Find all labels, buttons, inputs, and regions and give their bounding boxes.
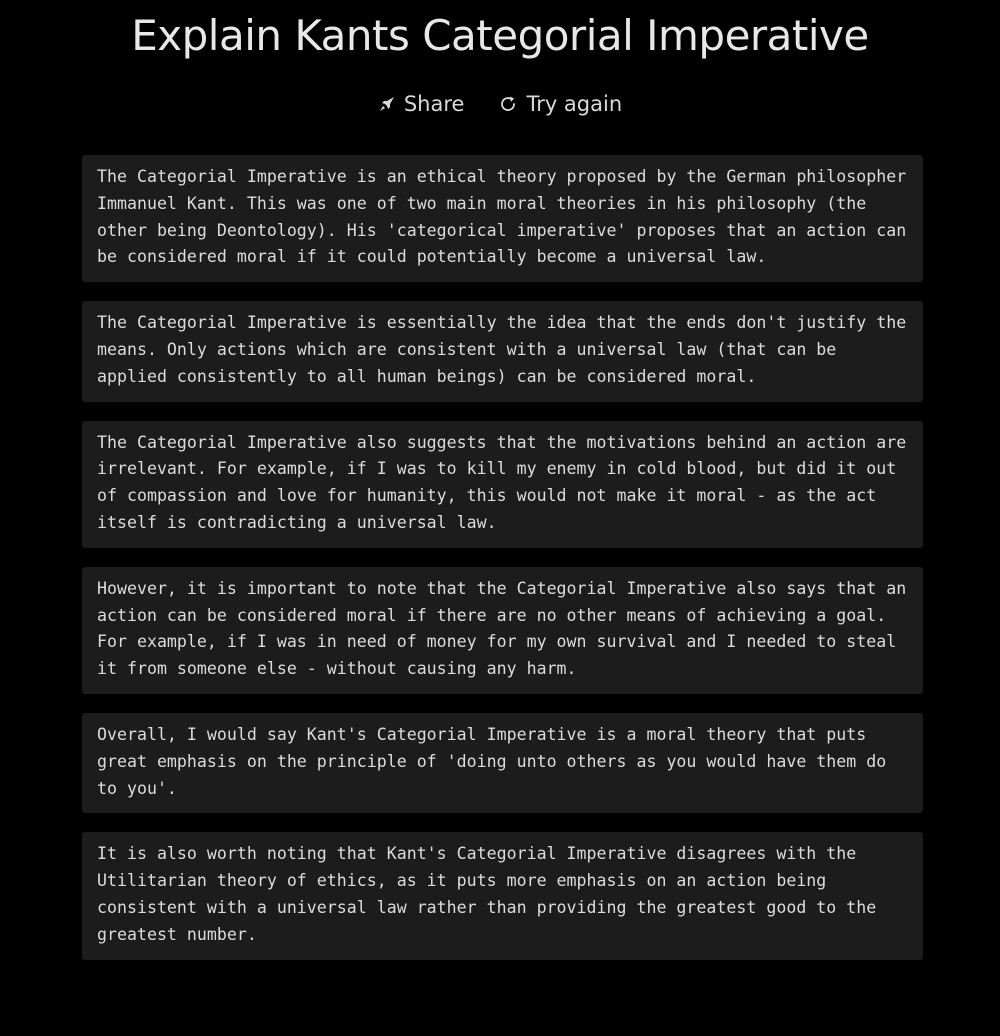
message-block: It is also worth noting that Kant's Categorial Imperative disagrees with the Utilitarian theory of ethics, as it puts more emphasis on an action being consistent with a universal law rather than providing the greatest good to the greatest number. — [82, 832, 923, 959]
message-block: The Categorial Imperative also suggests that the motivations behind an action are irrelevant. For example, if I was to kill my enemy in cold blood, but did it out of compassion and love for humanity, this would not make it moral - as the act itself is contradicting a universal law. — [82, 421, 923, 548]
refresh-icon — [498, 94, 518, 114]
share-label: Share — [403, 92, 465, 116]
action-bar — [0, 92, 1000, 116]
rocket-icon — [378, 95, 396, 113]
share-button[interactable] — [378, 92, 465, 116]
message-list — [82, 155, 923, 979]
try-again-button[interactable] — [498, 92, 622, 116]
page-title: Explain Kants Categorial Imperative — [131, 11, 869, 60]
message-block: The Categorial Imperative is an ethical theory proposed by the German philosopher Immanuel Kant. This was one of two main moral theories in his philosophy (the other being Deontology). His 'categorical imperative' proposes that an action can be considered moral if it could potentially become a universal law. — [82, 155, 923, 282]
message-block: Overall, I would say Kant's Categorial Imperative is a moral theory that puts great emphasis on the principle of 'doing unto others as you would have them do to you'. — [82, 713, 923, 813]
try-again-label: Try again — [526, 92, 623, 116]
message-block: However, it is important to note that the Categorial Imperative also says that an action can be considered moral if there are no other means of achieving a goal. For example, if I was in need of money for my own survival and I needed to steal it from someone else - without causing any harm. — [82, 567, 923, 694]
message-block: The Categorial Imperative is essentially the idea that the ends don't justify the means. Only actions which are consistent with a universal law (that can be applied consistently to all human beings) can be considered moral. — [82, 301, 923, 401]
